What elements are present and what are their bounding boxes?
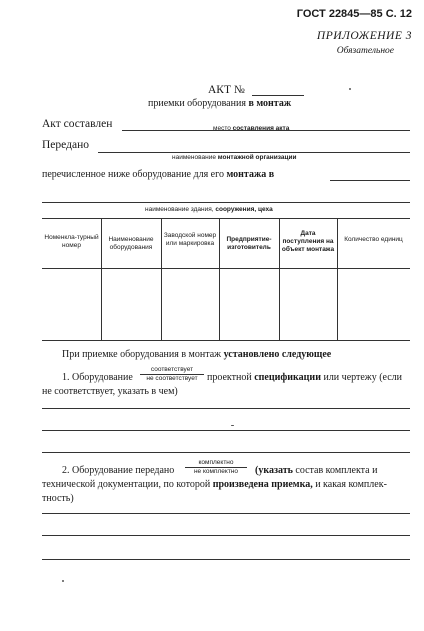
act-title: АКТ № [208, 84, 245, 96]
item2-answer-line[interactable] [42, 559, 410, 560]
item1-fraction: соответствует не соответствует [140, 366, 204, 382]
standard-number: ГОСТ 22845—85 С. 12 [296, 8, 412, 20]
transferred-label: Передано [42, 139, 89, 151]
building-field-line[interactable] [42, 202, 410, 203]
item1-answer-line[interactable] [42, 430, 410, 431]
item2-prefix: 2. Оборудование передано [62, 465, 175, 476]
item2-text: (указать состав комплекта и [255, 465, 378, 476]
item2-answer-line[interactable] [42, 513, 410, 514]
item1-line2: не соответствует, указать в чем) [42, 386, 178, 397]
building-caption: наименование здания, сооружения, цеха [145, 206, 273, 213]
act-subtitle: приемки оборудования в монтаж [148, 98, 292, 109]
item2-fraction: комплектно не комплектно [185, 459, 247, 475]
table-header-cell: Номенкла-турный номер [44, 234, 99, 250]
table-header-cell: Наименование оборудования [108, 236, 154, 252]
table-bottom-border [42, 340, 410, 341]
table-header-cell: Заводской номер или маркировка [163, 232, 217, 248]
table-col-divider [101, 218, 102, 340]
item1-prefix: 1. Оборудование [62, 372, 133, 383]
mandatory-label: Обязательное [336, 46, 394, 56]
table-header-border [42, 268, 410, 269]
item2-answer-line[interactable] [42, 535, 410, 536]
item1-answer-line[interactable] [42, 408, 410, 409]
speck-mark [349, 88, 351, 90]
table-col-divider [161, 218, 162, 340]
table-col-divider [279, 218, 280, 340]
item1-answer-line[interactable] [42, 452, 410, 453]
transferred-caption: наименование монтажной организации [172, 154, 297, 161]
table-header-cell: Предприятие-изготовитель [226, 236, 272, 252]
table-top-border [42, 218, 410, 219]
equipment-line: перечисленное ниже оборудование для его монтажа в [42, 169, 275, 180]
speck-mark [62, 580, 64, 582]
table-col-divider [219, 218, 220, 340]
item1-text: проектной спецификации или чертежу (если [207, 372, 403, 383]
transferred-field-line[interactable] [98, 152, 410, 153]
composed-caption: место составления акта [213, 125, 290, 132]
composed-label: Акт составлен [42, 118, 113, 130]
table-col-divider [337, 218, 338, 340]
item2-line2: технической документации, по которой произведена приемка, и какая комплек- [42, 479, 387, 490]
appendix-title: ПРИЛОЖЕНИЕ 3 [316, 30, 412, 42]
speck-mark [231, 425, 234, 426]
item2-line3: тность) [42, 493, 74, 504]
equipment-field-line[interactable] [330, 180, 410, 181]
table-header-cell: Количество единиц [344, 236, 403, 243]
act-number-line[interactable] [252, 95, 304, 96]
table-header-cell: Дата поступления на объект монтажа [281, 230, 335, 254]
established-line: При приемке оборудования в монтаж установлено следующее [62, 349, 332, 360]
